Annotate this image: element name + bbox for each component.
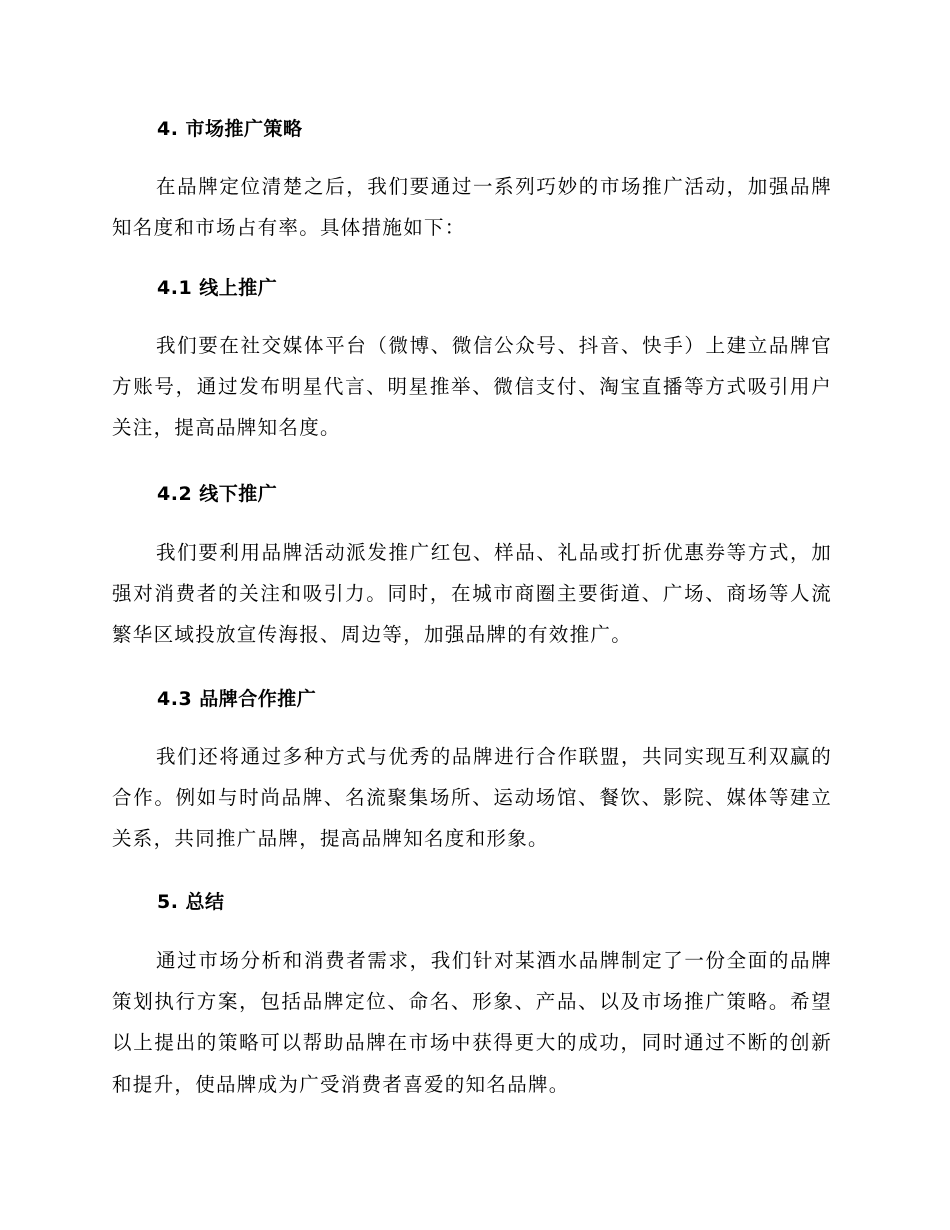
section-paragraph-brand-cooperation: 我们还将通过多种方式与优秀的品牌进行合作联盟，共同实现互利双赢的合作。例如与时尚品牌、名流聚集场所、运动场馆、餐饮、影院、媒体等建立关系，共同推广品牌，提高品牌知名度和形象。 — [112, 745, 832, 851]
section-paragraph-summary: 通过市场分析和消费者需求，我们针对某酒水品牌制定了一份全面的品牌策划执行方案，包括品牌定位、命名、形象、产品、以及市场推广策略。希望以上提出的策略可以帮助品牌在市场中获得更大的成功，同时通过不断的创新和提升，使品牌成为广受消费者喜爱的知名品牌。 — [112, 949, 832, 1096]
section-heading-summary: 5. 总结 — [157, 891, 225, 913]
section-heading-offline-promotion: 4.2 线下推广 — [157, 483, 278, 505]
section-heading-brand-cooperation: 4.3 品牌合作推广 — [157, 688, 317, 710]
section-paragraph-offline-promotion: 我们要利用品牌活动派发推广红包、样品、礼品或打折优惠券等方式，加强对消费者的关注和吸引力。同时，在城市商圈主要街道、广场、商场等人流繁华区域投放宣传海报、周边等，加强品牌的有效推广。 — [112, 541, 832, 647]
section-paragraph-market-promotion: 在品牌定位清楚之后，我们要通过一系列巧妙的市场推广活动，加强品牌知名度和市场占有率。具体措施如下： — [112, 175, 832, 240]
section-heading-online-promotion: 4.1 线上推广 — [157, 277, 278, 299]
section-heading-market-promotion: 4. 市场推广策略 — [157, 118, 303, 140]
section-paragraph-online-promotion: 我们要在社交媒体平台（微博、微信公众号、抖音、快手）上建立品牌官方账号，通过发布明星代言、明星推举、微信支付、淘宝直播等方式吸引用户关注，提高品牌知名度。 — [112, 334, 832, 440]
